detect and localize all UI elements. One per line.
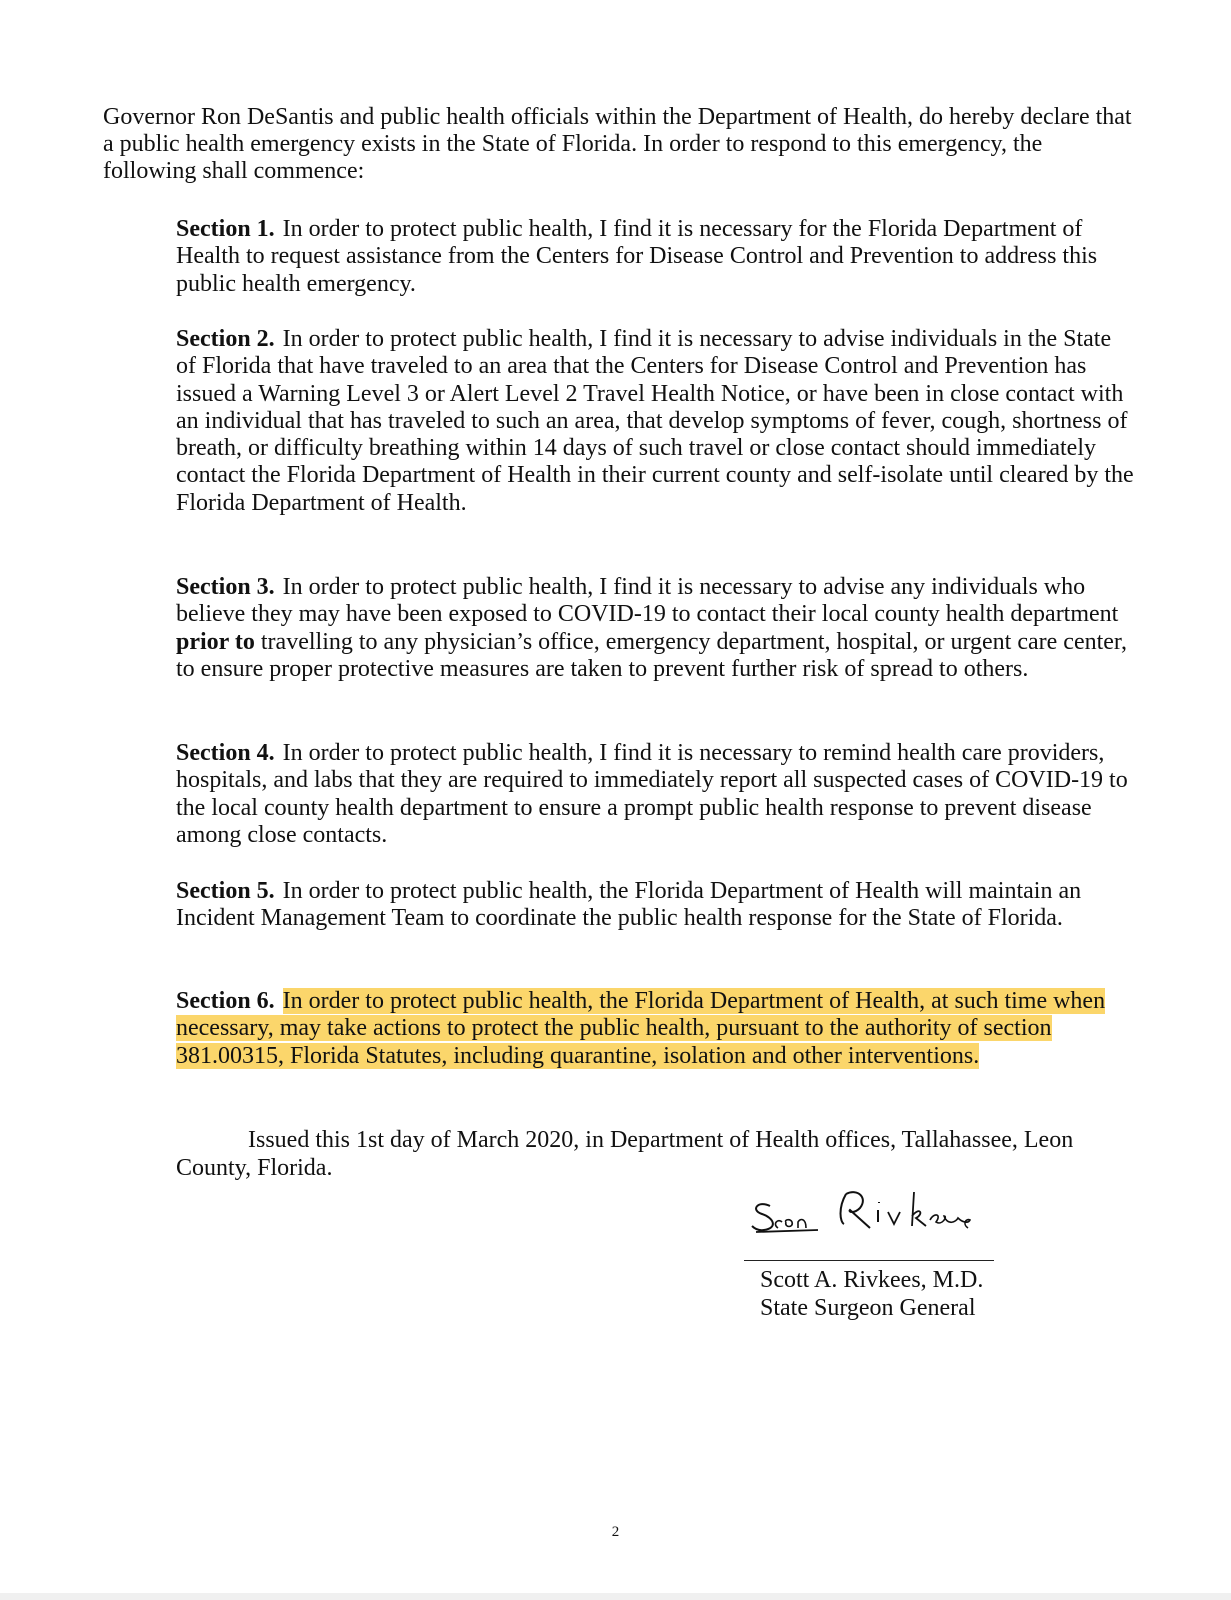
signature-line: [744, 1260, 994, 1261]
section-6: [176, 988, 1136, 1070]
page-number: 2: [611, 1524, 620, 1540]
section-2-text: In order to protect public health, I find it is necessary to advise individuals in the State of Florida that have traveled to an area that the Centers for Disease Control and Prevention has issued a Warning Level 3 or Alert Level 2 Travel Health Notice, or have been in close contact with an individual that has traveled to such an area, that develop symptoms of fever, cough, shortness of breath, or difficulty breathing within 14 days of such travel or close contact should immediately contact the Florida Department of Health in their current county and self-isolate until cleared by the Florida Department of Health.: [176, 326, 1134, 516]
section-6-highlighted-text: In order to protect public health, the Florida Department of Health, at such time when necessary, may take actions to protect the public health, pursuant to the authority of section 381.00315, Florida Statutes, including quarantine, isolation and other interventions.: [176, 988, 1106, 1069]
section-2: [176, 326, 1136, 517]
intro-paragraph: Governor Ron DeSantis and public health officials within the Department of Health, do hereby declare that a public health emergency exists in the State of Florida. In order to respond to this emergency, the following shall commence:: [103, 104, 1132, 184]
section-6-label: Section 6.: [176, 988, 275, 1014]
section-3-text-after: travelling to any physician’s office, emergency department, hospital, or urgent care center, to ensure proper protective measures are taken to prevent further risk of spread to others.: [176, 628, 1127, 682]
page-bottom-edge: [0, 1593, 1231, 1600]
handwritten-signature: [748, 1188, 988, 1244]
section-1-text: In order to protect public health, I find it is necessary for the Florida Department of Health to request assistance from the Centers for Disease Control and Prevention to address this public health emergency.: [176, 216, 1098, 297]
section-4-text: In order to protect public health, I find it is necessary to remind health care providers, hospitals, and labs that they are required to immediately report all suspected cases of COVID-19 to the local county health department to ensure a prompt public health response to prevent disease among close contacts.: [176, 740, 1128, 848]
section-3-label: Section 3.: [176, 574, 275, 600]
section-4-label: Section 4.: [176, 740, 275, 766]
issued-statement: Issued this 1st day of March 2020, in Department of Health offices, Tallahassee, Leon County, Florida.: [176, 1127, 1074, 1181]
signer-name: Scott A. Rivkees, M.D.: [760, 1267, 984, 1293]
section-1: [176, 216, 1136, 298]
signer-title: State Surgeon General: [760, 1295, 976, 1321]
section-3: [176, 574, 1136, 683]
section-4: [176, 740, 1136, 849]
section-1-label: Section 1.: [176, 216, 275, 242]
section-5: [176, 878, 1136, 933]
section-3-emphasis: prior to: [176, 628, 255, 655]
signer-block: [760, 1266, 983, 1322]
section-3-text-before: In order to protect public health, I find it is necessary to advise any individuals who believe they may have been exposed to COVID-19 to contact their local county health department: [176, 574, 1119, 628]
section-5-text: In order to protect public health, the Florida Department of Health will maintain an Incident Management Team to coordinate the public health response for the State of Florida.: [176, 878, 1082, 932]
section-2-label: Section 2.: [176, 326, 275, 352]
section-5-label: Section 5.: [176, 878, 275, 904]
